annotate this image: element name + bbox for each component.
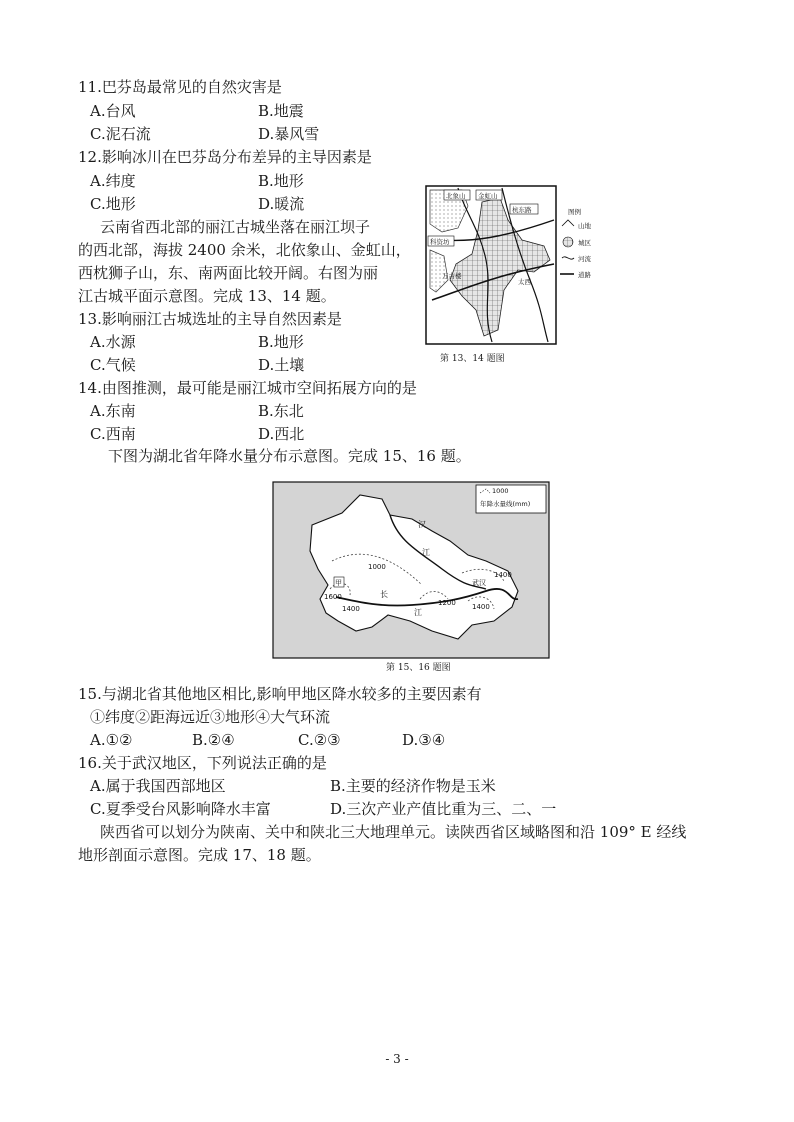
legend-value: 1000 xyxy=(492,487,509,495)
q16-stem: 16.关于武汉地区，下列说法正确的是 xyxy=(78,754,327,772)
q13-stem: 13.影响丽江古城选址的主导自然因素是 xyxy=(78,310,342,328)
map2-caption: 第 15、16 题图 xyxy=(386,663,451,673)
q13-option-a: A.水源 xyxy=(90,333,136,351)
q15-factors: ①纬度②距海远近③地形④大气环流 xyxy=(90,708,331,726)
legend-title: 图例 xyxy=(568,208,581,216)
passage1-line4: 江古城平面示意图。完成 13、14 题。 xyxy=(78,287,336,305)
label-1400-se: 1400 xyxy=(472,603,490,611)
q16-option-c: C.夏季受台风影响降水丰富 xyxy=(90,800,271,818)
label-chang: 长 xyxy=(380,590,388,599)
label-kezifang: 科资坊 xyxy=(430,238,450,246)
q11-option-d: D.暴风雪 xyxy=(258,125,320,143)
q13-option-b: B.地形 xyxy=(258,333,304,351)
city-icon xyxy=(563,237,573,247)
q12-option-c: C.地形 xyxy=(90,195,136,213)
label-wuhan: 武汉 xyxy=(472,579,486,587)
map1-caption: 第 13、14 题图 xyxy=(440,354,505,364)
hubei-precip-map xyxy=(272,481,550,659)
legend-mountain: 山地 xyxy=(578,222,591,230)
passage3-line1: 陕西省可以划分为陕南、关中和陕北三大地理单元。读陕西省区域略图和沿 109° E 经线 xyxy=(100,823,687,841)
q16-option-a: A.属于我国西部地区 xyxy=(90,777,226,795)
label-jinhong: 金虹山 xyxy=(478,192,498,200)
passage1-line1: 云南省西北部的丽江古城坐落在丽江坝子 xyxy=(100,218,371,236)
q11-option-b: B.地震 xyxy=(258,102,304,120)
q14-option-d: D.西北 xyxy=(258,425,305,443)
q16-option-d: D.三次产业产值比重为三、二、一 xyxy=(330,800,557,818)
label-ximen: 太西 xyxy=(518,278,531,286)
label-1400-east: 1400 xyxy=(494,571,512,579)
mountain-icon xyxy=(562,220,574,226)
river-icon xyxy=(562,257,574,259)
label-jiang-han: 江 xyxy=(422,548,430,557)
q12-option-d: D.暖流 xyxy=(258,195,305,213)
lijiang-town-map xyxy=(422,180,612,350)
passage1-line2: 的西北部，海拔 2400 余米，北依象山、金虹山， xyxy=(78,241,411,259)
q16-option-b: B.主要的经济作物是玉米 xyxy=(330,777,496,795)
q15-option-c: C.②③ xyxy=(298,731,341,749)
label-1200: 1200 xyxy=(438,599,456,607)
label-wangu: 万古楼 xyxy=(442,272,462,280)
q14-option-c: C.西南 xyxy=(90,425,136,443)
q15-option-b: B.②④ xyxy=(192,731,235,749)
label-han: 汉 xyxy=(418,520,426,529)
q14-option-a: A.东南 xyxy=(90,402,136,420)
label-hangdong: 杭东路 xyxy=(512,206,532,214)
passage1-line3: 西枕狮子山，东、南两面比较开阔。右图为丽 xyxy=(78,264,379,282)
q14-option-b: B.东北 xyxy=(258,402,304,420)
q12-option-a: A.纬度 xyxy=(90,172,136,190)
hubei-map-svg xyxy=(272,481,550,659)
lijiang-map-svg xyxy=(422,180,612,350)
passage2-text: 下图为湖北省年降水量分布示意图。完成 15、16 题。 xyxy=(108,447,471,465)
label-1000: 1000 xyxy=(368,563,386,571)
legend-river: 河流 xyxy=(578,255,591,263)
q11-stem: 11.巴芬岛最常见的自然灾害是 xyxy=(78,78,282,96)
label-1400-west: 1400 xyxy=(342,605,360,613)
q15-option-d: D.③④ xyxy=(402,731,446,749)
q11-option-a: A.台风 xyxy=(90,102,136,120)
legend-label: 年降水量线(mm) xyxy=(480,500,531,508)
q11-option-c: C.泥石流 xyxy=(90,125,151,143)
passage3-line2: 地形剖面示意图。完成 17、18 题。 xyxy=(78,846,321,864)
q12-stem: 12.影响冰川在巴芬岛分布差异的主导因素是 xyxy=(78,148,372,166)
q13-option-d: D.土壤 xyxy=(258,356,305,374)
q12-option-b: B.地形 xyxy=(258,172,304,190)
q13-option-c: C.气候 xyxy=(90,356,136,374)
label-1600: 1600 xyxy=(324,593,342,601)
legend-city: 城区 xyxy=(578,239,591,247)
legend-road: 道路 xyxy=(578,271,591,279)
label-jiang-chang: 江 xyxy=(414,608,422,617)
map2-legend-box xyxy=(476,485,546,513)
page-number: - 3 - xyxy=(385,1052,409,1066)
q15-option-a: A.①② xyxy=(90,731,133,749)
q15-stem: 15.与湖北省其他地区相比,影响甲地区降水较多的主要因素有 xyxy=(78,685,482,703)
q14-stem: 14.由图推测，最可能是丽江城市空间拓展方向的是 xyxy=(78,379,417,397)
label-jia: 甲 xyxy=(335,579,342,587)
label-xiangshan: 北象山 xyxy=(446,192,466,200)
